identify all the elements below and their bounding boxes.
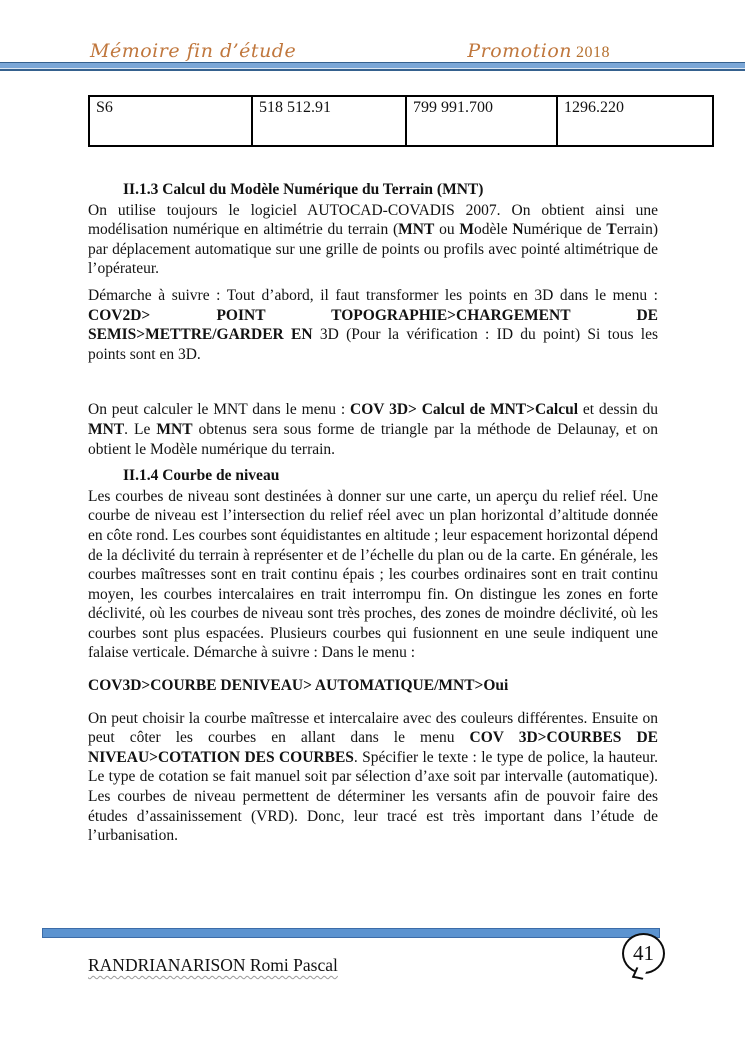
paragraph-demarche-3d: Démarche à suivre : Tout d’abord, il faut transformer les points en 3D dans le menu : COV2D> POINT TOPOGRAPHIE>CHARGEMENT DE SEMIS>METTRE/GARDER EN 3D (Pour la vérification : ID du point) Si tous les points sont en 3D. xyxy=(88,286,658,363)
header-promotion-label: Promotion xyxy=(467,40,572,62)
footer-rule-bar xyxy=(42,928,660,938)
section-heading-II-1-3: II.1.3 Calcul du Modèle Numérique du Terrain (MNT) xyxy=(123,181,484,198)
footer-author-name: RANDRIANARISON Romi Pascal xyxy=(88,955,338,975)
paragraph-courbes-niveau: Les courbes de niveau sont destinées à donner sur une carte, un aperçu du relief réel. Une courbe de niveau est l’intersection du relief réel avec un plan horizontal d’altitude donnée en côte rond. Les courbes sont équidistantes en altitude ; leur espacement horizontal dépend de la déclivité du terrain à représenter et de l’échelle du plan ou de la carte. En générale, les courbes maîtresses sont en trait continu épais ; les courbes ordinaires sont en trait continu moyen, les courbes intercalaires en trait interrompu fin. On distingue les zones en forte déclivité, où les courbes de niveau sont très proches, des zones de moindre déclivité, où les courbes sont plus espacées. Plusieurs courbes qui fusionnent en une seule indiquent une falaise verticale. Démarche à suivre : Dans le menu : xyxy=(88,487,658,662)
document-body xyxy=(88,180,658,846)
paragraph-cotation-courbes: On peut choisir la courbe maîtresse et intercalaire avec des couleurs différentes. Ensuite on peut côter les courbes en allant dans le menu COV 3D>COURBES DE NIVEAU>COTATION DES COURBES. Spécifier le texte : le type de police, la hauteur. Le type de cotation se fait manuel soit par sélection d’axe soit par intervalle (automatique). Les courbes de niveau permettent de déterminer les versants afin de pouvoir faire des études d’assainissement (VRD). Donc, leur tracé est très important dans l’étude de l’urbanisation. xyxy=(88,709,658,845)
header-left-title: Mémoire fin d’étude xyxy=(90,40,297,62)
paragraph-mnt-intro: On utilise toujours le logiciel AUTOCAD-COVADIS 2007. On obtient ainsi une modélisation numérique en altimétrie du terrain (MNT ou Modèle Numérique de Terrain) par déplacement automatique sur une grille de points ou profils avec pointé altimétrique de l’opérateur. xyxy=(88,201,658,278)
menu-path-line: COV3D>COURBE DENIVEAU> AUTOMATIQUE/MNT>Oui xyxy=(88,677,509,695)
header-rule xyxy=(0,62,745,72)
header-promotion-year: 2018 xyxy=(576,44,610,61)
coordinates-table xyxy=(88,95,714,147)
paragraph-calcul-mnt: On peut calculer le MNT dans le menu : COV 3D> Calcul de MNT>Calcul et dessin du MNT. Le MNT obtenus sera sous forme de triangle par la méthode de Delaunay, et on obtient le Modèle numérique du terrain. xyxy=(88,401,659,458)
header-right-title xyxy=(467,40,610,62)
page-number: 41 xyxy=(633,941,654,965)
table-cell-point-id: S6 xyxy=(89,96,252,146)
table-cell-z: 1296.220 xyxy=(557,96,713,146)
running-header xyxy=(90,40,610,62)
table-row xyxy=(89,96,713,146)
section-heading-II-1-4: II.1.4 Courbe de niveau xyxy=(123,467,280,485)
table-cell-y: 799 991.700 xyxy=(406,96,557,146)
table-cell-x: 518 512.91 xyxy=(252,96,406,146)
